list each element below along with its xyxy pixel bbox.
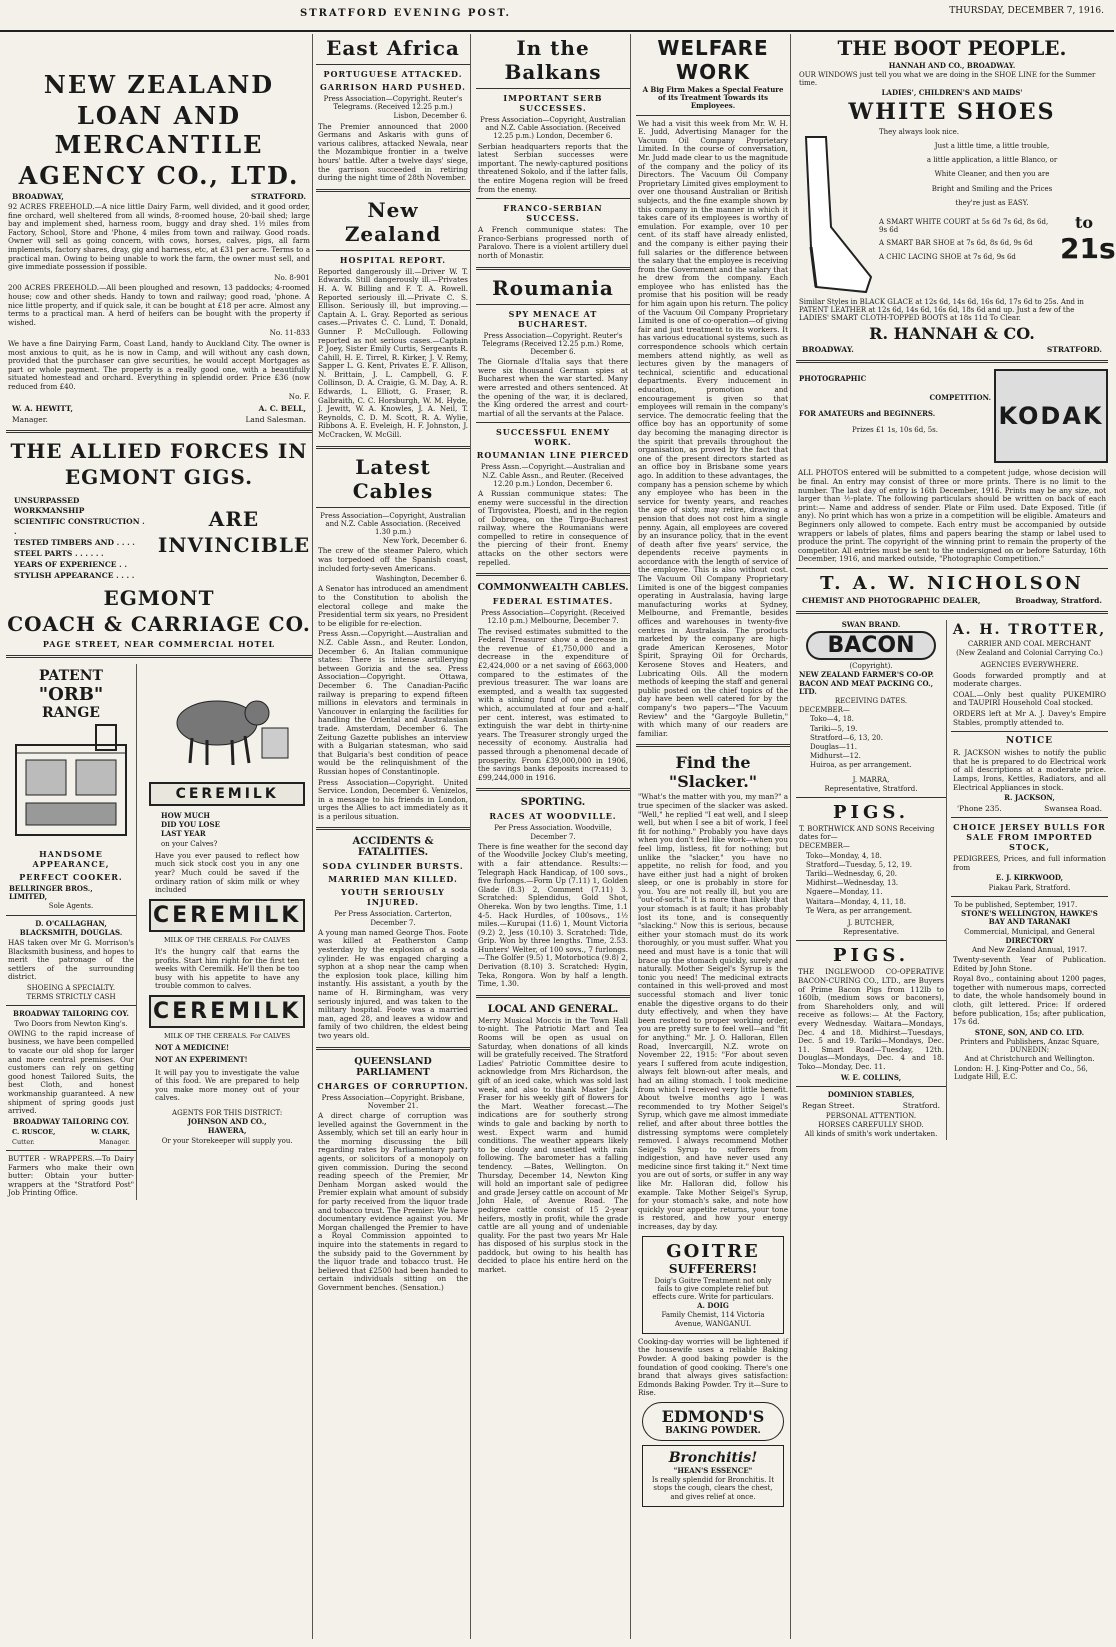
franco-serbian-text: A French communique states: The Franco-Serbians progressed north of Paralovo. There is a violent artillery duel north of Monastir.	[478, 225, 628, 260]
allied-line: STYLISH APPEARANCE . . . .	[14, 571, 135, 581]
ceremilk-not-experiment: NOT AN EXPERIMENT!	[155, 1055, 248, 1065]
ceremilk-brand-2: CEREMILK	[149, 899, 305, 932]
enemy-work-heading: SUCCESSFUL ENEMY WORK.	[495, 427, 611, 448]
enemy-work-sub: ROUMANIAN LINE PIERCED	[476, 450, 630, 461]
nz-loan-p3-no: No. F.	[288, 392, 310, 402]
tailoring-text: OWING to the rapid increase of business, we have been compelled to vacate our old shop for larger and more central premises. Our customers can rely on getting good honest Tailored Suits, the best Cloth, and honest workmanship guaranteed. A new shipment of spring goods just arrived.	[8, 1028, 134, 1116]
dir-text: Royal 8vo., containing about 1200 pages, together with numerous maps, corrected to date, the whole handsomely bound in cloth, gilt lettered. Price: If ordered before publication, 15s; after publication, 17s 6d.	[953, 974, 1106, 1027]
column-2	[316, 34, 471, 1639]
tailoring-name: BROADWAY TAILORING COY.	[13, 1009, 129, 1019]
nz-loan-p1: 92 ACRES FREEHOLD.—A nice little Dairy Farm, well divided, and it good order, fine orchard, well sheltered from all winds, 8-roomed house, 20-bail shed; large bay and implement shed, harness room, buggy and dray shed. 1½ miles from Factory, School, Store and 'Phone, 4 miles from town and railway. Good roads. Owner will sell as going concern, with cows, horses, calves, pigs, all farm implements, factory shares, dray, gig and harness, etc, at £31 per acre. Terms to a practical man. Owing to being unable to work the farm, the owner must sell, and give immediate possession if possible.	[8, 202, 310, 272]
dominion-stables-ad	[796, 1091, 946, 1139]
boot-people-copy: White Cleaner, and then you are	[934, 170, 1050, 179]
queensland-sub: CHARGES OF CORRUPTION.	[317, 1080, 469, 1091]
welfare-work-heading: WELFARE WORK	[657, 36, 769, 84]
nz-loan-title-2: LOAN AND MERCANTILE	[54, 101, 264, 159]
dir-sub: Commercial, Municipal, and General	[964, 927, 1095, 936]
ceremilk-q2: DID YOU LOSE	[161, 820, 220, 830]
photo-prizes: Prizes £1 1s, 10s 6d, 5s.	[852, 426, 938, 435]
boot-people-copy: Bright and Smiling and the Prices	[931, 184, 1053, 193]
latest-cables-place-2: Washington, December 6.	[375, 575, 467, 584]
ceremilk-tagline-1: MILK OF THE CEREALS. For CALVES	[164, 935, 291, 944]
ceremilk-storekeeper: Or your Storekeeper will supply you.	[161, 1136, 293, 1145]
photo-competition-ad	[796, 369, 1108, 564]
ceremilk-brand-1: CEREMILK	[149, 782, 305, 806]
nz-loan-ad	[6, 70, 312, 424]
notice-phone: 'Phone 235.	[957, 804, 1002, 814]
roumania-text: The Giornale d'Italia says that there were six thousand German spies at Bucharest when the war started. Many were arrested and others sentenced. At the opening of the war, it is declared, the King ordered the arrest and court-martial of all the servants at the Palace.	[478, 357, 628, 418]
boot-people-sig-left: BROADWAY.	[802, 345, 854, 355]
jersey-name: E. J. KIRKWOOD,	[995, 873, 1064, 883]
boot-people-copy: they're just as EASY.	[955, 198, 1029, 207]
latest-cables-text-2: A Senator has introduced an amendment to the Constitution to abolish the electoral college and make the Presidential term six years, no President to be eligible for re-election.	[318, 584, 468, 628]
bacon-date: DECEMBER—	[799, 706, 850, 715]
dir-sig-2: Printers and Publishers, Anzac Square, DUNEDIN;	[959, 1038, 1100, 1055]
photo-title: PHOTOGRAPHIC	[799, 374, 867, 384]
goitre-text: Doig's Goitre Treatment not only fails to give complete relief but effects cure. Write for particulars.	[652, 1276, 774, 1302]
tailoring-right: W. CLARK,	[91, 1128, 130, 1136]
nicholson-line	[802, 596, 1102, 605]
tailoring-sig: BROADWAY TAILORING COY.	[13, 1116, 129, 1126]
jersey-title: CHOICE JERSEY BULLS FOR SALE FROM IMPORTED STOCK,	[953, 822, 1106, 853]
boot-people-similar: Similar Styles in BLACK GLACE at 12s 6d, 14s 6d, 16s 6d, 17s 6d to 25s. And in PATENT LEATHER at 12s 6d, 14s 6d, 16s 6d, 18s 6d and up. Just a few of the LADIES' SMART CLOTH-TOPPED BOOTS at 18s 11d To Clear.	[799, 297, 1084, 323]
bronchitis-ad	[642, 1445, 784, 1507]
east-africa-credit: Press Association—Copyright. Reuter's Telegrams. (Received 12.25 p.m.)	[323, 95, 463, 112]
edmonds-brand: EDMOND'S	[661, 1407, 765, 1427]
column-3	[476, 34, 631, 1639]
goitre-addr: Family Chemist, 114 Victoria Avenue, WANGANUI.	[661, 1311, 765, 1328]
dom-places	[802, 1101, 940, 1110]
bacon-sig-role: Representative, Stratford.	[824, 784, 918, 793]
sporting-text: There is fine weather for the second day of the Woodville Jockey Club's meeting, with a fair attendance. Results:— Telegraph Hack Handicap, of 100 sovs., five furlongs.—Form Up (7.11) 1, Golden Glade (8.3) 2, Comment (7.11) 3. Scratched: Splendidus, Gold Shot, Ohereka. Won by two lengths. Time, 1.1 4-5. Hack Hurdles, of 100sovs., 1½ miles.—Kurupai (11.6) 1, Mount Victoria (9.2) 2, Jess (10.10) 3. Scratched: Tide, Grip. Won by three lengths. Time, 2.53. Hunters' Welter, of 100 sovs., 7 furlongs.—The Golfer (9.5) 1, Motorbotica (9.8) 2, Derivation (8.10) 3. Scratched: Hygin, Teka, Rongora. Won by half a length. Time, 1.30.	[478, 841, 628, 989]
pigs1-sig: J. BUTCHER,	[847, 919, 895, 928]
ocallaghan-terms: TERMS STRICTLY CASH	[26, 993, 116, 1002]
sporting-credit: Per Press Association. Woodville, December 7.	[494, 824, 612, 841]
bacon-logo: BACON	[806, 631, 936, 660]
pigs1-date: Te Wera, as per arrangement.	[806, 906, 912, 915]
accidents-heading: ACCIDENTS & FATALITIES.	[352, 836, 434, 859]
masthead-title: STRATFORD EVENING POST.	[300, 8, 511, 19]
nz-loan-right-place: STRATFORD.	[250, 192, 306, 201]
commonwealth-text: The revised estimates submitted to the Federal Treasurer show a decrease in the revenue of £1,750,000 and a decrease in the expenditure of £2,424,000 or a net saving of £663,000 compared to the estimates of the previous treasurer. The war loans are exempted, and a wealth tax suggested with a sinking fund of one per cent., which, accumulated at four and a-half per cent. interest, was estimated to extinguish the war debt in thirty-nine years. The Treasurer strongly urged the necessity of economy. Australia had passed through a phenomenal decade of prosperity. From £39,000,000 in 1906, the savings banks deposits increased to £99,244,000 in 1916.	[478, 626, 628, 782]
allied-title-2: EGMONT GIGS.	[64, 465, 254, 490]
ocallaghan-spec: SHOEING A SPECIALTY.	[26, 984, 116, 993]
notice-text: R. JACKSON wishes to notify the public that he is prepared to do Electrical work of all descriptions at a moderate price. Lamps, Irons, Kettles, Radiators, and all Electrical Appliances in stock.	[953, 748, 1106, 792]
nz-loan-sigs	[12, 404, 306, 413]
allied-line: UNSURPASSED WORKMANSHIP	[14, 496, 85, 516]
dom-kinds: All kinds of smith's work undertaken.	[804, 1130, 938, 1139]
franco-serbian-heading: FRANCO-SERBIAN SUCCESS.	[503, 203, 603, 224]
notice-contact	[957, 804, 1102, 813]
ocallaghan-trade: BLACKSMITH, DOUGLAS.	[19, 927, 123, 937]
bacon-co: NEW ZEALAND FARMER'S CO-OP. BACON AND MEAT PACKING CO., LTD.	[799, 670, 934, 696]
bacon-date: Huiroa, as per arrangement.	[810, 761, 912, 770]
dom-place-1: Regan Street.	[802, 1100, 855, 1110]
boot-people-sub: LADIES', CHILDREN'S AND MAIDS'	[881, 87, 1023, 97]
commonwealth-sub: FEDERAL ESTIMATES.	[492, 596, 614, 607]
boot-people-white: WHITE SHOES	[848, 98, 1056, 125]
ocallaghan-name: D. O'CALLAGHAN,	[35, 918, 107, 928]
orb-dealer: BELLRINGER BROS., LIMITED,	[9, 884, 93, 902]
butter-wrappers-ad: BUTTER - WRAPPERS.—To Dairy Farmers who make their own butter: Obtain your butter-wrappers at the "Stratford Post" Job Printing Office.	[8, 1154, 134, 1198]
accidents-sub-3: YOUTH SERIOUSLY INJURED.	[341, 887, 445, 908]
aht-sub: (New Zealand and Colonial Carrying Co.)	[956, 649, 1103, 658]
photo-for: FOR AMATEURS and BEGINNERS.	[799, 408, 936, 418]
new-zealand-heading: New Zealand	[344, 197, 442, 246]
dir-title: STONE'S WELLINGTON, HAWKE'S BAY AND TARANAKI	[961, 909, 1098, 927]
aht-agencies: AGENCIES EVERYWHERE.	[980, 661, 1079, 670]
welfare-work-text: We had a visit this week from Mr. W. H. E. Judd, Advertising Manager for the Vacuum Oil Company Proprietary Limited. In the course of conversation, Mr. Judd made clear to us the magnitude of the company and the policy of its Directors. The Vacuum Oil Company Proprietary Limited gives employment to over one thousand Australian or British subjects, and the fine example shown by this company in the manner in which it takes care of its employees is worthy of emulation. For example, over 10 per cent. of its staff have already enlisted, and the company is either paying their full salaries or the difference between the salary that the employee is receiving from the Government and the salary that he drew from the company. Each employee who has enlisted has the promise that his position will be ready for him again upon his return. The policy of the Vacuum Oil Company Proprietary Limited is one of co-operation—of giving fair and just treatment to its workers. It has various educational systems, such as correspondence schools which certain members attend nightly, as well as lectures given by the managers of technical, scientific and educational departments. Every inducement in education, promotion and encouragement is given so that employees will remain in the company's service. The democratic feeling that the office boy has an opportunity of some day becoming the managing director is the spirit that prevails throughout the organisation, as proved by the fact that one of the present directors started as an office boy in Brisbane some years ago. In addition to these advantages, the company has a pension scheme by which any employee who has been in the service for twenty years, and reaches the age of sixty, may retire, drawing a pension that does not cost him a single penny. Again, all employees are covered by an insurance policy, that in the event of death after five years' service, the dependents receive payments in accordance with the length of service of the employee. This is also without cost. The Vacuum Oil Company Proprietary Limited is one of the biggest companies operating in Australasia, having large manufacturing works at Sydney, Melbourne, and Fremantle, besides offices and warehouses in twenty-five centres in Australasia. The products marketed by the company are high-grade American Kerosenes, Motor Spirit, Spraying Oil for Orchards, Kerosene Stoves and Heaters, and Lubricating Oils. All the modern methods of keeping the staff and general public posted on the chief topics of the day have been well catered for by the company's two papers—"The Vacuum Review" and the "Gargoyle Bulletin," with which many of our readers are familiar.	[638, 118, 788, 738]
boot-people-line: OUR WINDOWS just tell you what we are doing in the SHOE LINE for the Summer time.	[799, 71, 1096, 88]
nz-loan-p1-no: No. 8-901	[274, 272, 310, 282]
column-4	[636, 34, 791, 1639]
dir-london: London: H. J. King-Potter and Co., 56, Ludgate Hill, E.C.	[954, 1064, 1088, 1081]
allied-line: STEEL PARTS . . . . . .	[14, 549, 104, 559]
ceremilk-q4: on your Calves?	[161, 839, 218, 848]
hospital-report-text: Reported dangerously ill.—Driver W. T. Edwards. Still dangerously ill.—Privates H. A. W. Billing and F. T. A. Rowell. Reported seriously ill.—Private C. S. Ellison. Seriously ill, but improving.—Captain A. L. Gray. Reported as serious cases.—Privates C. C. Lund, T. Donald, Gunner P. McCullough. Following reported as not serious cases.—Captain P. Joey, Sister Emily Curtis, Sergeants R. Cahill, H. E. Tirrel, R. Kirker, J. V. Remy, Sapper L. G. Kent, Privates E. F. Allison, N. Brittain, J. L. Campbell, G. F. Collinson, D. A. Craigie, G. M. Day, A. R. Edwards, L. Elliott, G. Fraser, R. Galbraith, C. C. Horsburgh, W. M. Hyde, J. Jewitt, W. A. Knowles, J. A. Neil, T. Reynolds, C. D. M. Scott, R. A. Wylie, Ribbons A. E. Eveleigh, H. F. Johnston, J. McCracken, W. McGill.	[318, 266, 468, 440]
photo-comp: COMPETITION.	[929, 392, 991, 402]
commonwealth-heading: COMMONWEALTH CABLES.	[477, 582, 629, 594]
directory-ad	[951, 901, 1108, 1081]
ceremilk-tagline-2: MILK OF THE CEREALS. For CALVES	[164, 1032, 291, 1041]
ceremilk-not-medicine: NOT A MEDICINE!	[155, 1043, 230, 1053]
aht-orders: ORDERS left at Mr A. J. Davey's Empire Stables, promptly attended to.	[953, 708, 1106, 727]
nz-loan-sig-left: W. A. HEWITT,	[12, 404, 73, 414]
boot-people-21s: 21s	[1060, 232, 1116, 266]
nz-loan-sig-right-role: Land Salesman.	[245, 415, 306, 425]
balkans-credit: Press Association—Copyright, Australian and N.Z. Cable Association. (Received 12.25 p.m.) London, December 6.	[480, 116, 626, 141]
nz-loan-p2-no: No. 11-833	[269, 328, 310, 338]
ceremilk-q3: LAST YEAR	[161, 829, 206, 839]
pigs1-date: Midhirst—Wednesday, 13.	[806, 879, 899, 888]
boot-people-name: HANNAH AND CO., BROADWAY.	[888, 61, 1016, 70]
pigs1-date: DECEMBER—	[799, 842, 850, 851]
boot-people-sig-right: STRATFORD.	[1046, 345, 1102, 355]
dir-sig: STONE, SON, AND CO. LTD.	[974, 1027, 1085, 1037]
enemy-work-credit: Press Assn.—Copyright.—Australian and N.Z. Cable Assn., and Reuter. (Received 12.20 p.m.) London, December 6.	[480, 463, 626, 488]
tailoring-left-role: Cutter.	[12, 1138, 35, 1146]
ocallaghan-ad	[6, 920, 136, 1002]
nz-loan-roles	[12, 415, 306, 424]
tailoring-ad	[6, 1010, 136, 1146]
latest-cables-text-3: Press Assn.—Copyright.—Australian and N.Z. Cable Assn., and Reuter. London, December 6. An Italian communique states: There is intense artillerying between Gorizia and the sea. Press Association—Copyright. Ottawa, December 6. The Canadian-Pacific railway is preparing to expend fifteen millions in elevators and terminals in Vancouver in enlarging the facilities for handling the Oriental and Australasian trade. Amsterdam, December 6. The Zeitung Gazette publishes an interview with a Bulgarian statesman, who said that Bulgaria's best condition of peace would be the relinquishment of the Russian hopes of Constantinople.	[318, 629, 468, 776]
queensland-credit: Press Association—Copyright. Brisbane, November 21.	[321, 1093, 465, 1110]
pigs2-sig: W. E. COLLINS,	[840, 1072, 902, 1082]
latest-cables-heading: Latest Cables	[352, 454, 434, 503]
dir-directory: DIRECTORY	[1005, 935, 1054, 945]
dom-place-2: Stratford.	[902, 1100, 940, 1110]
orb-tag-2: PERFECT COOKER.	[19, 872, 123, 883]
goitre-ad	[642, 1236, 784, 1334]
pigs1-date: Ngaere—Monday, 11.	[806, 888, 883, 897]
jersey-bulls-ad	[951, 822, 1108, 892]
roumania-credit: Press Association—Copyright. Reuter's Telegrams (Received 12.25 p.m.) Rome, December 6.	[482, 331, 624, 356]
bacon-sig: J. MARRA,	[852, 775, 890, 784]
pigs1-date: Toko—Monday, 4, 18.	[806, 851, 882, 860]
queensland-heading: QUEENSLAND PARLIAMENT	[354, 1055, 432, 1078]
boot-people-price: A SMART WHITE COURT at 5s 6d 7s 6d, 8s 6d, 9s 6d	[879, 218, 1049, 235]
east-africa-sub-1: PORTUGUESE ATTACKED.	[323, 69, 463, 79]
dom-att: PERSONAL ATTENTION.	[825, 1111, 917, 1120]
bacon-date: Midhurst—12.	[810, 752, 861, 761]
notice-ad	[951, 736, 1108, 813]
hospital-report-heading: HOSPITAL REPORT.	[339, 254, 447, 265]
dir-year: Twenty-seventh Year of Publication. Edited by John Stone.	[953, 955, 1106, 973]
dom-horses: HORSES CAREFULLY SHOD.	[818, 1121, 924, 1130]
pigs1-role: Representative.	[843, 928, 899, 937]
allied-egmont: EGMONT	[103, 586, 215, 611]
aht-coal: COAL.—Only best quality PUKEMIRO and TAUPIRI Household Coal stocked.	[953, 689, 1106, 708]
pigs1-text: T. BORTHWICK AND SONS Receiving dates for—	[799, 825, 935, 842]
nz-loan-p2: 200 ACRES FREEHOLD.—All been ploughed and resown, 13 paddocks; 4-roomed house; cow and other sheds. Handy to town and railway; good road, 'phone. A nice little property, and if quick sale, it can be bought at £18 per acre. Almost any terms to a practical man. A herd of heifers can be bought with the property if wished.	[8, 283, 310, 327]
boot-people-ad	[796, 36, 1116, 355]
ceremilk-p1: Have you ever paused to reflect how much sick stock cost you in any one year? Much could be saved if the ordinary ration of skim milk or whey included	[155, 850, 300, 895]
local-general-heading: LOCAL AND GENERAL.	[487, 1003, 619, 1015]
bronchitis-title: Bronchitis!	[668, 1450, 758, 1467]
latest-cables-text-1: The crew of the steamer Palero, which was torpedoed off the Spanish coast, included forty-seven Americans.	[318, 546, 468, 573]
balkans-sub: IMPORTANT SERB SUCCESSES.	[503, 93, 603, 113]
boot-people-to: to	[1074, 213, 1094, 233]
east-africa-place: Lisbon, December 6.	[393, 112, 467, 121]
allied-invincible: INVINCIBLE	[157, 533, 311, 558]
ceremilk-p3: It will pay you to investigate the value of this food. We are prepared to help you make more money out of your calves.	[155, 1067, 300, 1103]
boot-people-price: A SMART BAR SHOE at 7s 6d, 8s 6d, 9s 6d	[879, 239, 1033, 248]
goitre-title: GOITRE	[666, 1240, 760, 1262]
photo-text: ALL PHOTOS entered will be submitted to a competent judge, whose decision will be final. An entry may consist of three or more prints. There is no limit to the number. The last day of entry is 16th December, 1916. Prints may be any size, not larger than ½-plate. The following particulars should be written on back of each print:— Name and address of sender. Plate or Film used. Date Exposed. Title (if any). No print which has won a prize in a competition will be eligible. Amateurs and Beginners only allowed to compete. Each entry must be accompanied by outside wrappers or labels of plates, films and papers bearing the stamp or label used to produce the print. The copyright of the winning print to remain the property of the competitor. All entries must be sent to the undersigned on or before Saturday, 16th December, 1916, and marked outside, "Photographic Competition."	[798, 468, 1106, 564]
ceremilk-p2: It's the hungry calf that earns the profits. Start him right for the first ten weeks with Ceremilk. He'll then be too busy with his appetite to have any trouble common to calves.	[155, 947, 300, 991]
jersey-place: Piakau Park, Stratford.	[988, 883, 1071, 892]
nz-loan-left-place: BROADWAY,	[12, 192, 64, 201]
latest-cables-credit: Press Association—Copyright, Australian and N.Z. Cable Association. (Received 1.30 p.m.)	[320, 511, 466, 537]
sporting-heading: SPORTING.	[520, 797, 586, 809]
goitre-sub: SUFFERERS!	[668, 1261, 758, 1276]
east-africa-heading: East Africa	[326, 36, 460, 60]
allied-line: YEARS OF EXPERIENCE . .	[14, 560, 127, 570]
ceremilk-agent-name: JOHNSON AND CO.,	[187, 1117, 267, 1127]
nz-loan-title-1: NEW ZEALAND	[43, 70, 275, 99]
pigs1-date: Waitara—Monday, 4, 11, 18.	[806, 897, 906, 906]
bacon-date: Douglas—11.	[810, 742, 857, 751]
edmonds-product: BAKING POWDER.	[665, 1426, 761, 1437]
bacon-rd: RECEIVING DATES.	[834, 696, 908, 705]
east-africa-sub-2: GARRISON HARD PUSHED.	[320, 82, 466, 92]
trotter-ad	[951, 622, 1108, 727]
nz-loan-sig-left-role: Manager.	[12, 415, 48, 425]
bacon-swan: SWAN BRAND.	[841, 619, 901, 629]
cooking-text: Cooking-day worries will be lightened if the housewife uses a reliable Baking Powder. A good baking powder is the foundation of good cooking. There's one brand that always gives satisfaction: Edmonds Baking Powder. Try it—Sure to Rise.	[638, 1336, 788, 1398]
dir-pub: To be published, September, 1917.	[954, 900, 1078, 909]
nz-loan-places	[12, 192, 306, 201]
calf-illustration	[157, 668, 297, 778]
tailoring-sub: Two Doors from Newton King's.	[14, 1019, 128, 1028]
pigs1-date: Stratford—Tuesday, 5, 12, 19.	[806, 860, 913, 869]
boot-people-price: A CHIC LACING SHOE at 7s 6d, 9s 6d	[879, 252, 1016, 261]
queensland-text: A direct charge of corruption was levelled against the Government in the Assembly, which set till an early hour in the morning discussing the bill regarding rates by Parliamentary party agents, or solicitors of a monopoly on given commission. During the second reading speech of the Premier, Mr Denham Morgan asked would the Premier explain what amount of subsidy for party received from the liquor trade and tobacco trust. The Premier: We have documentary evidence against you. Mr Morgan challenged the Premier to have a Royal Commission appointed to inquire into the statements in regard to the subsidy paid to the Government by the liquor trade and tobacco trust. He believed that £2500 had been handed to certain individuals sitting on the Government benches. (Sensation.)	[318, 1111, 468, 1292]
boot-people-title: THE BOOT PEOPLE.	[837, 36, 1067, 60]
aht-goods: Goods forwarded promptly and at moderate charges.	[953, 670, 1106, 689]
nz-loan-p3: We have a fine Dairying Farm, Coast Land, handy to Auckland City. The owner is most anxious to quit, as he is now in Camp, and will without any cash down, provided that the purchaser can give securities, he would accept Mortgages as part or whole payment. The property is a really good one, with a beautifully situated homestead and orchard. Everything in splendid order. Price £36 (now reduced from £40.	[8, 338, 310, 391]
jersey-text: PEDIGREES, Prices, and full information from	[953, 854, 1106, 872]
east-africa-text: The Premier announced that 2000 Germans and Askaris with guns of various calibres, attacked Newala, near the Mozambique frontier in a twelve hours' battle. After a twelve days' siege, the garrison succeeded in retiring during the night time of 28th November.	[318, 121, 468, 183]
tailoring-people	[12, 1128, 130, 1136]
column-5	[796, 34, 1116, 1639]
bacon-date: Toko—4, 18.	[810, 715, 854, 724]
bronchitis-brand: "HEAN'S ESSENCE"	[673, 1466, 753, 1476]
sporting-sub: RACES AT WOODVILLE.	[489, 811, 617, 822]
inglewood-pigs-ad	[796, 945, 946, 1081]
orb-label-3: RANGE	[42, 705, 100, 722]
accidents-credit: Per Press Association. Carterton, December 7.	[334, 910, 452, 927]
boot-people-nice: They always look nice.	[879, 127, 960, 136]
ceremilk-ad	[137, 664, 313, 1200]
goitre-name: A. DOIG	[697, 1301, 729, 1311]
pigs1-date: Tariki—Wednesday, 6, 20.	[806, 870, 898, 879]
bronchitis-text: Is really splendid for Bronchitis. It stops the cough, clears the chest, and gives relief at once.	[651, 1476, 775, 1501]
nicholson-place: Broadway, Stratford.	[1015, 595, 1102, 605]
tailoring-right-role: Manager.	[98, 1138, 130, 1146]
allied-forces-ad	[6, 439, 312, 649]
dir-annual: And New Zealand Annual, 1917.	[971, 945, 1088, 954]
accidents-sub-1: SODA CYLINDER BURSTS.	[322, 861, 464, 872]
orb-dealer-role: Sole Agents.	[48, 902, 94, 911]
allied-line: TESTED TIMBERS AND . . . .	[14, 538, 135, 548]
notice-title: NOTICE	[1006, 736, 1053, 747]
allied-address: PAGE STREET, NEAR COMMERCIAL HOTEL	[42, 639, 276, 650]
enemy-work-text: A Russian communique states: The enemy were successful in the direction of Tirgovistea, Ploesti, and in the region of Dobrogea, on the Tirgo-Bucharest railway, where the Roumanians were compelled to retire in consequence of the piercing of their front. Enemy attacks on the other sectors were repelled.	[478, 488, 628, 567]
shoe-illustration	[796, 127, 876, 297]
nicholson-name: T. A. W. NICHOLSON	[820, 572, 1084, 594]
allied-coach: COACH & CARRIAGE CO.	[7, 612, 311, 637]
latest-cables-place-1: New York, December 6.	[382, 537, 467, 546]
accidents-text: A young man named George Thos. Foote was killed at Featherston Camp yesterday by the explosion of a soda cylinder. He was engaged charging a syphon at a shop near the camp when the explosion took place, killing him instantly. His assistant, a youth by the name of H. Birmingham, was very seriously injured, and was taken to the military hospital. Foote was a married man, aged 28, and leaves a widow and family of two children, the eldest being two years old.	[318, 927, 468, 1040]
boot-people-sig: R. HANNAH & CO.	[869, 324, 1035, 344]
orb-label-2: "ORB"	[38, 684, 104, 706]
orb-range-ad	[6, 664, 137, 1200]
edmonds-ad	[642, 1402, 784, 1441]
dir-sig-3: And at Christchurch and Wellington.	[964, 1055, 1095, 1064]
nz-loan-sig-right: A. C. BELL,	[258, 404, 306, 414]
bacon-copy: (Copyright).	[849, 662, 893, 671]
pigs2-title: PIGS.	[833, 945, 909, 967]
tailoring-left: C. RUSCOE,	[12, 1128, 56, 1136]
nicholson-role: CHEMIST AND PHOTOGRAPHIC DEALER,	[802, 595, 981, 605]
boot-people-copy: Just a little time, a little trouble,	[934, 142, 1050, 151]
tailoring-roles	[12, 1138, 130, 1146]
slacker-heading: Find the "Slacker."	[668, 753, 758, 792]
bacon-date: Stratford—6, 13, 20.	[810, 733, 883, 742]
ceremilk-agents: AGENTS FOR THIS DISTRICT:	[172, 1109, 283, 1117]
masthead	[0, 0, 1114, 32]
kodak-logo: KODAK	[994, 369, 1108, 463]
bacon-date: Tariki—5, 19.	[810, 724, 858, 733]
orb-tag-1: HANDSOME APPEARANCE,	[32, 849, 110, 870]
aht-role: CARRIER AND COAL MERCHANT	[967, 639, 1092, 648]
orb-label-1: PATENT	[39, 668, 103, 685]
boot-people-places	[802, 345, 1102, 354]
roumania-sub: SPY MENACE AT BUCHAREST.	[508, 308, 598, 329]
commonwealth-credit: Press Association—Copyright. (Received 12.10 p.m.) Melbourne, December 7.	[480, 609, 626, 626]
ceremilk-brand-3: CEREMILK	[149, 995, 305, 1028]
nz-loan-title-3: AGENCY CO., LTD.	[18, 161, 300, 190]
pigs2-text: THE INGLEWOOD CO-OPERATIVE BACON-CURING CO., LTD., are Buyers of Prime Bacon Pigs from 112lb to 160lb, (medium sows or baconers), from Shareholders only, and will receive as follows:— At the Factory, every Wednesday. Waitara—Mondays, Dec. 4 and 18. Midhirst—Tuesdays, Dec. 5 and 19. Tariki—Mondays, Dec. 11. Smart Road—Tuesday, 12th. Douglas—Mondays, Dec. 4 and 18. Toko—Monday, Dec. 11.	[798, 967, 944, 1071]
bacon-ad	[796, 621, 946, 793]
stove-illustration	[6, 725, 136, 845]
allied-line: SCIENTIFIC CONSTRUCTION . .	[14, 517, 145, 537]
latest-cables-text-4: Press Association—Copyright. United Service. London, December 6. Venizelos, in a message to his friends in London, urges the Allies to act immediately as it is a perilous situation.	[318, 777, 468, 821]
welfare-work-sub: A Big Firm Makes a Special Feature of its Treatment Towards its Employees.	[642, 85, 784, 111]
dom-name: DOMINION STABLES,	[827, 1089, 915, 1099]
aht-name: A. H. TROTTER,	[952, 621, 1107, 638]
notice-addr: Swansea Road.	[1044, 804, 1102, 814]
allied-title-1: THE ALLIED FORCES IN	[10, 439, 308, 464]
balkans-text: Serbian headquarters reports that the latest Serbian successes were important. The newly-captured positions threatened Sokolo, and if the latter falls, the entire Mogena region will be freed from the enemy.	[478, 141, 628, 194]
boot-people-copy: a little application, a little Blanco, or	[926, 156, 1058, 165]
allied-are: ARE	[208, 507, 260, 532]
slacker-text: "What's the matter with you, my man?" a true specimen of the slacker was asked. "Well," he replied "I eat well, and I sleep well, but when I see a bit of work, I feel fit for nothing." Probably you have days when you don't feel like work—when you feel limp, listless, fit for nothing; but unlike the "slacker," you have no appetite, no relish for food, and you have either just had a night of broken sleep, or one is probably in store for you. You are not really ill, but you are "out-of-sorts." It is more than likely that your stomach is at fault; it has probably lost its tone, and is consequently "slacking." Now this is serious, because either your stomach must do its work thoroughly, or you must suffer. What you need and must have is a tonic that will brace up the stomach quickly, surely and naturally. Mother Seigel's Syrup is the tonic you need! The medicinal extracts contained in this well-proved and most successful stomach and liver tonic enable the digestive organs to do their duty effectively, and when they have been restored to proper working order, you are pretty sure to feel well—and "fit for anything." Mr. J. O. Halloran, Ellen Road, Invercargill, N.Z. wrote on November 22, 1915: "For about seven years I suffered from acute indigestion, always felt blown-out after meals, and had an ailing stomach. I took medicine from which I received very little benefit. About twelve months ago I was recommended to try Mother Seigel's Syrup, which gave me almost immediate relief, and after about three bottles the distressing symptoms were completely removed. I always recommend Mother Seigel's Syrup to sufferers from indigestion, and have never used any medicine since first taking it." Next time you are out of sorts, or suffer in any way like Mr. Halloran did, follow his example. Take Mother Seigel's Syrup, for your stomach's sake, and note how quickly your appetite returns, your tone is restored, and how your energy increases, day by day.	[638, 792, 788, 1232]
accidents-sub-2: MARRIED MAN KILLED.	[328, 874, 458, 885]
local-general-text: Merry Musical Moccis in the Town Hall to-night. The Patriotic Mart and Tea Rooms will be open as usual on Saturday, when donations of all kinds will be gratefully received. The Stratford Ladies' Patriotic Committee desire to acknowledge from Mrs Richardson, the gift of an iced cake, which was sold last week, and also to thank Master Jack Fraser for his weekly gift of flowers for the Mart. Weather forecast.—The indications are for southerly strong winds to gale and backing by north to west. Expect warm and humid conditions. The weather appears likely to be cloudy and unsettled with rain following. The barometer has a falling tendency. —Bates, Wellington. On Thursday, December 14, Newton King will hold an important sale of pedigree and grade Jersey cattle on account of Mr John Hale, of Avenue Road. The pedigree cattle consist of 15 2-year heifers, mostly in profit, while the grade cattle are all young and of undeniable quality. For the past two years Mr Hale has disposed of his surplus stock in the paddock, but owing to his health has decided to place his entire herd on the market.	[478, 1015, 628, 1275]
pigs1-title: PIGS.	[833, 802, 909, 823]
column-1	[6, 34, 313, 1639]
ceremilk-q1: HOW MUCH	[161, 811, 211, 821]
ocallaghan-text: HAS taken over Mr G. Morrison's Blacksmith business, and hopes to merit the patronage of the settlers of the surrounding district.	[8, 938, 134, 982]
masthead-date: THURSDAY, DECEMBER 7, 1916.	[949, 6, 1104, 16]
notice-sig: R. JACKSON,	[1004, 793, 1055, 803]
ceremilk-agent-place: HAWERA,	[207, 1126, 247, 1136]
borthwick-pigs-ad	[796, 802, 946, 936]
balkans-heading: In the Balkans	[504, 36, 602, 84]
roumania-heading: Roumania	[492, 275, 614, 300]
